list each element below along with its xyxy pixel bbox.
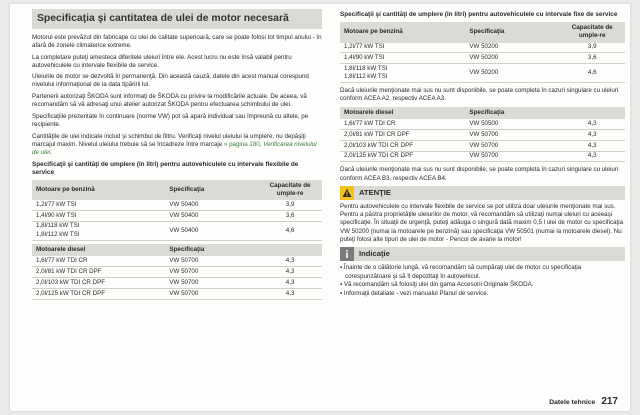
paragraph-end: .: [50, 148, 52, 156]
capacity-cell: 4,3: [258, 256, 322, 266]
col-header-spec: Specificaţia: [465, 22, 559, 43]
fixed-service-petrol-table: [340, 22, 625, 83]
table-row: [32, 278, 322, 289]
table-row: [340, 151, 625, 162]
info-bullet: ▪ Înainte de o călătorie lungă, vă recomandăm să cumpăraţi ulei de motor cu specificaţia corespunzătoare şi să îl depozitaţi în autovehicul.: [340, 264, 582, 280]
table-header-row: [32, 180, 322, 201]
table-row: [32, 267, 322, 278]
table-header-row: [340, 22, 625, 43]
right-column: [340, 9, 625, 299]
warning-triangle-icon: [340, 186, 354, 200]
engine-cell: 2,0l/81 kW TDI CR DPF: [340, 129, 465, 140]
spec-cell: VW 50700: [165, 278, 258, 289]
page-link[interactable]: pagina 180: [229, 140, 260, 148]
warning-header: [340, 186, 625, 200]
col-header-capacity: Capacitate de umple-re: [258, 180, 322, 201]
engine-cell: 2,0l/125 kW TDI CR DPF: [340, 151, 465, 162]
capacity-cell: 3,6: [258, 210, 322, 221]
col-header-spec: Specificaţia: [465, 107, 559, 119]
capacity-cell: 4,3: [559, 151, 625, 162]
spec-cell: VW 50700: [465, 129, 559, 140]
paragraph: La completare puteţi amesteca diferitele uleiuri între ele. Acest lucru nu este însă valabil pentru autovehiculele cu intervale flexibile de service.: [32, 53, 292, 69]
spec-cell: VW 50400: [165, 221, 258, 240]
table-row: [32, 221, 322, 240]
info-bullet: ▪ Informaţii detaliate - vezi manualul Planul de service.: [340, 290, 489, 298]
acea-note-diesel: Dacă uleiurile menţionate mai sus nu sunt disponibile, se poate completa în cazuri singulare cu uleiuri conform ACEA B3, respectiv ACEA B4.: [340, 166, 619, 182]
left-diesel-rows: [32, 256, 322, 299]
col-header-spec: Specificaţia: [165, 180, 258, 201]
spec-cell: VW 50400: [165, 200, 258, 210]
engine-cell: 2,0l/125 kW TDI CR DPF: [32, 288, 165, 299]
flexible-service-table: [32, 180, 322, 300]
warning-label: ATENŢIE: [359, 188, 391, 198]
table-row: [32, 210, 322, 221]
engine-cell: 1,4l/90 kW TSI: [340, 53, 465, 64]
flexible-service-heading: Specificaţii şi cantităţi de umplere (în litri) pentru autovehiculele cu intervale flexibile de service: [32, 160, 299, 176]
spec-cell: VW 50700: [465, 140, 559, 151]
spec-cell: VW 50200: [465, 43, 559, 53]
table-row: [340, 53, 625, 64]
engine-cell: 1,2l/77 kW TSI: [340, 43, 465, 53]
engine-cell: 2,0l/81 kW TDI CR DPF: [32, 267, 165, 278]
table-row: [340, 129, 625, 140]
info-icon: [340, 247, 354, 261]
spec-cell: VW 50700: [165, 288, 258, 299]
bullet-text: Înainte de o călătorie lungă, vă recomandăm să cumpăraţi ulei de motor cu specificaţia corespunzătoare şi să îl depozitaţi în autovehicul.: [343, 264, 582, 280]
table-row: [340, 64, 625, 83]
table-row: [340, 119, 625, 129]
paragraph: Specificaţiile prezentate în continuare (norme VW) pot să apară individual sau împreună cu altele, pe recipiente.: [32, 112, 309, 128]
page-footer: [549, 395, 618, 408]
bullet-text: Vă recomandăm să folosiţi ulei din gama Accesorii Originale ŠKODA.: [343, 281, 534, 289]
capacity-cell: 4,3: [258, 267, 322, 278]
acea-note-petrol: Dacă uleiurile menţionate mai sus nu sunt disponibile, se poate completa în cazuri singulare cu uleiuri conform ACEA A2, respectiv ACEA A3.: [340, 87, 619, 103]
table-header-row: [340, 107, 625, 119]
page-arrow-icon: »: [223, 140, 228, 148]
col-header-spec: Specificaţia: [165, 244, 258, 256]
oil-level-link[interactable]: Verificarea nivelului de ulei: [32, 140, 317, 156]
spec-cell: VW 50700: [465, 151, 559, 162]
spec-cell: VW 50200: [465, 53, 559, 64]
left-petrol-rows: [32, 200, 322, 240]
engine-cell: 2,0l/103 kW TDI CR DPF: [32, 278, 165, 289]
col-header-engine: Motoare pe benzină: [32, 180, 165, 201]
spec-cell: VW 50500: [465, 119, 559, 129]
capacity-cell: 3,9: [258, 200, 322, 210]
capacity-cell: 4,6: [258, 221, 322, 240]
col-header-engine: Motoarele diesel: [32, 244, 165, 256]
table-row: [32, 256, 322, 266]
col-header-capacity: [559, 107, 625, 119]
capacity-cell: 4,3: [559, 119, 625, 129]
capacity-cell: 3,9: [559, 43, 625, 53]
right-diesel-rows: [340, 119, 625, 162]
footer-section: Datele tehnice: [549, 399, 596, 407]
capacity-cell: 4,3: [559, 140, 625, 151]
paragraph-text: Cantităţile de ulei indicate includ şi schimbul de filtru. Verificaţi nivelul uleiului la umplere, nu depăşiţi marcajul maxim. Nivelul uleiului trebuie să se încadreze între marcaje: [32, 132, 306, 148]
right-petrol-rows: [340, 43, 625, 83]
spec-cell: VW 50700: [165, 256, 258, 266]
fixed-service-diesel-table: [340, 107, 625, 162]
col-header-capacity: [258, 244, 322, 256]
paragraph-oil-check: Cantităţile de ulei indicate includ şi schimbul de filtru. Verificaţi nivelul uleiului la umplere, nu depăşiţi marcajul maxim. Nivelul uleiului trebuie să se încadreze între marcaje » pagina 180, Verificarea nivelului de ulei.: [32, 132, 317, 156]
table-row: [340, 140, 625, 151]
warning-text: Pentru autovehiculele cu intervale flexibile de service se pot utiliza doar uleiurile menţionate mai sus. Pentru a păstra proprietăţile uleiurilor de motor, vă recomandăm să utilizaţi numai uleiuri cu aceeaşi specificaţie. În situaţii de urgenţă, puteţi adăuga o singură dată maxim 0,5 l ulei de motor cu specificaţia VW 50200 (numai la motoarele pe benzină) sau specificaţia VW 50501 (numai la motoarele diesel). Nu puteţi folosi alte tipuri de ulei de motor - Pericol de avarie la motor!: [340, 203, 624, 243]
table-row: [340, 43, 625, 53]
engine-cell: 1,4l/90 kW TSI: [32, 210, 165, 221]
paragraph: Motorul este prevăzut din fabricaţie cu ulei de calitate superioară, care se poate folosi tot timpul anului - în afară de zonele climaterice extreme.: [32, 33, 322, 49]
spec-cell: VW 50700: [165, 267, 258, 278]
paragraph: Uleiurile de motor se dezvoltă în permanenţă. Din această cauză, datele din acest manual corespund nivelului informaţional de la data tipăririi lui.: [32, 73, 309, 89]
table-row: [32, 288, 322, 299]
spec-cell: VW 50200: [465, 64, 559, 83]
info-bullet: ▪ Vă recomandăm să folosiţi ulei din gama Accesorii Originale ŠKODA.: [340, 281, 534, 289]
spec-cell: VW 50400: [165, 210, 258, 221]
table-row: [32, 200, 322, 210]
manual-page: [10, 4, 630, 411]
engine-cell: 1,8l/118 kW TSI 1,8l/112 kW TSI: [340, 64, 465, 83]
info-label: Indicaţie: [359, 249, 390, 259]
capacity-cell: 4,3: [258, 278, 322, 289]
col-header-capacity: Capacitate de umple-re: [559, 22, 625, 43]
capacity-cell: 4,3: [559, 129, 625, 140]
left-column: [32, 9, 322, 304]
engine-cell: 1,2l/77 kW TSI: [32, 200, 165, 210]
fixed-service-heading: Specificaţii şi cantităţi de umplere (în litri) pentru autovehiculele cu intervale fixe de service: [340, 11, 618, 18]
page-number: 217: [601, 395, 618, 407]
paragraph: Partenerii autorizaţi ŠKODA sunt informaţi de ŠKODA cu privire la modificările actuale. De aceea, vă recomandăm să vă adresaţi unui atelier autorizat ŠKODA pentru efectuarea schimbului de ulei.: [32, 93, 307, 109]
table-header-row: [32, 244, 322, 256]
engine-cell: 1,6l/77 kW TDI CR: [340, 119, 465, 129]
engine-cell: 1,8l/118 kW TSI 1,8l/112 kW TSI: [32, 221, 165, 240]
capacity-cell: 3,6: [559, 53, 625, 64]
page-title: Specificaţia şi cantitatea de ulei de motor necesară: [32, 9, 322, 29]
engine-cell: 1,6l/77 kW TDI CR: [32, 256, 165, 266]
engine-cell: 2,0l/103 kW TDI CR DPF: [340, 140, 465, 151]
info-header: [340, 247, 625, 261]
bullet-text: Informaţii detaliate - vezi manualul Planul de service.: [343, 290, 489, 298]
col-header-engine: Motoare pe benzină: [340, 22, 465, 43]
capacity-cell: 4,6: [559, 64, 625, 83]
col-header-engine: Motoarele diesel: [340, 107, 465, 119]
capacity-cell: 4,3: [258, 288, 322, 299]
